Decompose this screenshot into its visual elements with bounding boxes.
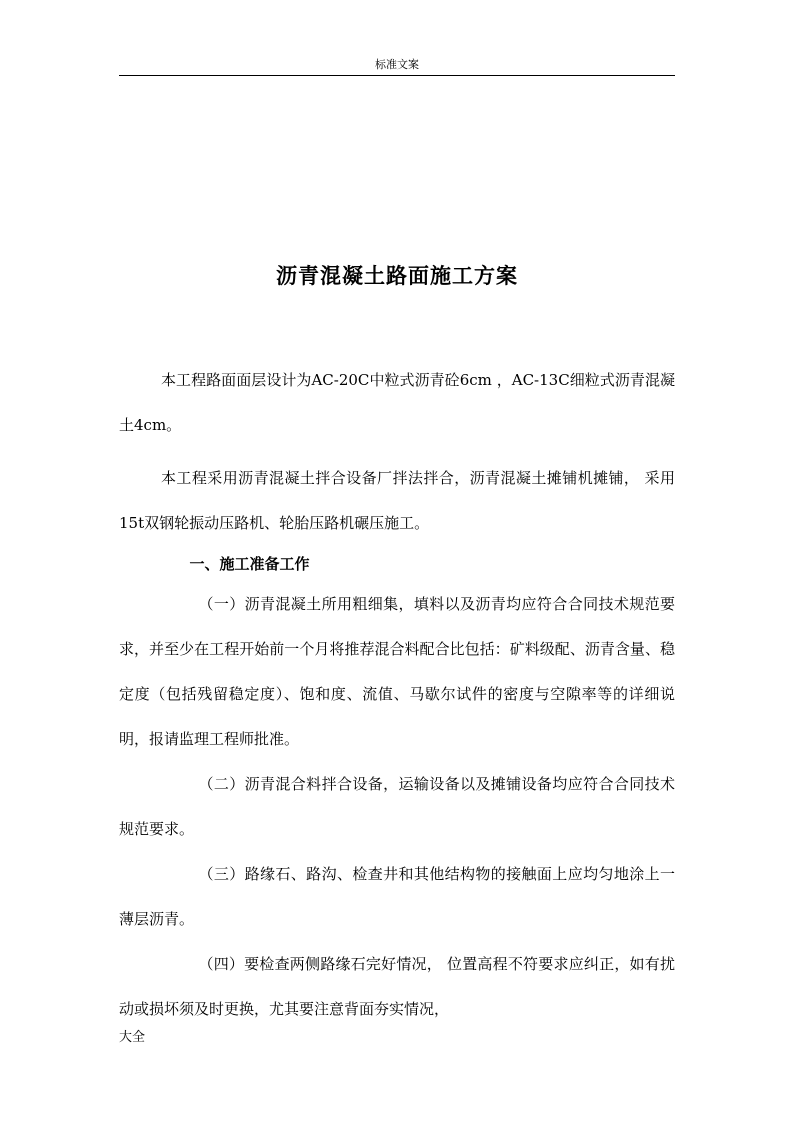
document-body bbox=[119, 358, 675, 1032]
section-item-4: （四）要检查两侧路缘石完好情况， 位置高程不符要求应纠正，如有扰动或损坏须及时更换，尤其要注意背面夯实情况， bbox=[119, 955, 675, 1018]
header-divider bbox=[119, 75, 675, 76]
document-title: 沥青混凝土路面施工方案 bbox=[276, 263, 518, 288]
section-heading: 一、施工准备工作 bbox=[189, 555, 310, 573]
page-header: 标准文案 bbox=[375, 58, 419, 71]
page-footer: 大全 bbox=[119, 1030, 146, 1045]
intro-paragraph-2: 本工程采用沥青混凝土拌合设备厂拌法拌合，沥青混凝土摊铺机摊铺， 采用15t双钢轮振动压路机、轮胎压路机碾压施工。 bbox=[119, 469, 675, 532]
section-item-2: （二）沥青混合料拌合设备，运输设备以及摊铺设备均应符合合同技术规范要求。 bbox=[119, 775, 675, 838]
section-item-1: （一）沥青混凝土所用粗细集，填料以及沥青均应符合合同技术规范要求，并至少在工程开始前一个月将推荐混合料配合比包括：矿料级配、沥青含量、稳定度（包括残留稳定度）、饱和度、流值、马歇尔试件的密度与空隙率等的详细说明，报请监理工程师批准。 bbox=[119, 595, 675, 748]
intro-paragraph-1: 本工程路面面层设计为AC-20C中粒式沥青砼6cm ，AC-13C细粒式沥青混凝土4cm。 bbox=[119, 371, 675, 434]
section-item-3: （三）路缘石、路沟、检查井和其他结构物的接触面上应均匀地涂上一薄层沥青。 bbox=[119, 865, 675, 928]
